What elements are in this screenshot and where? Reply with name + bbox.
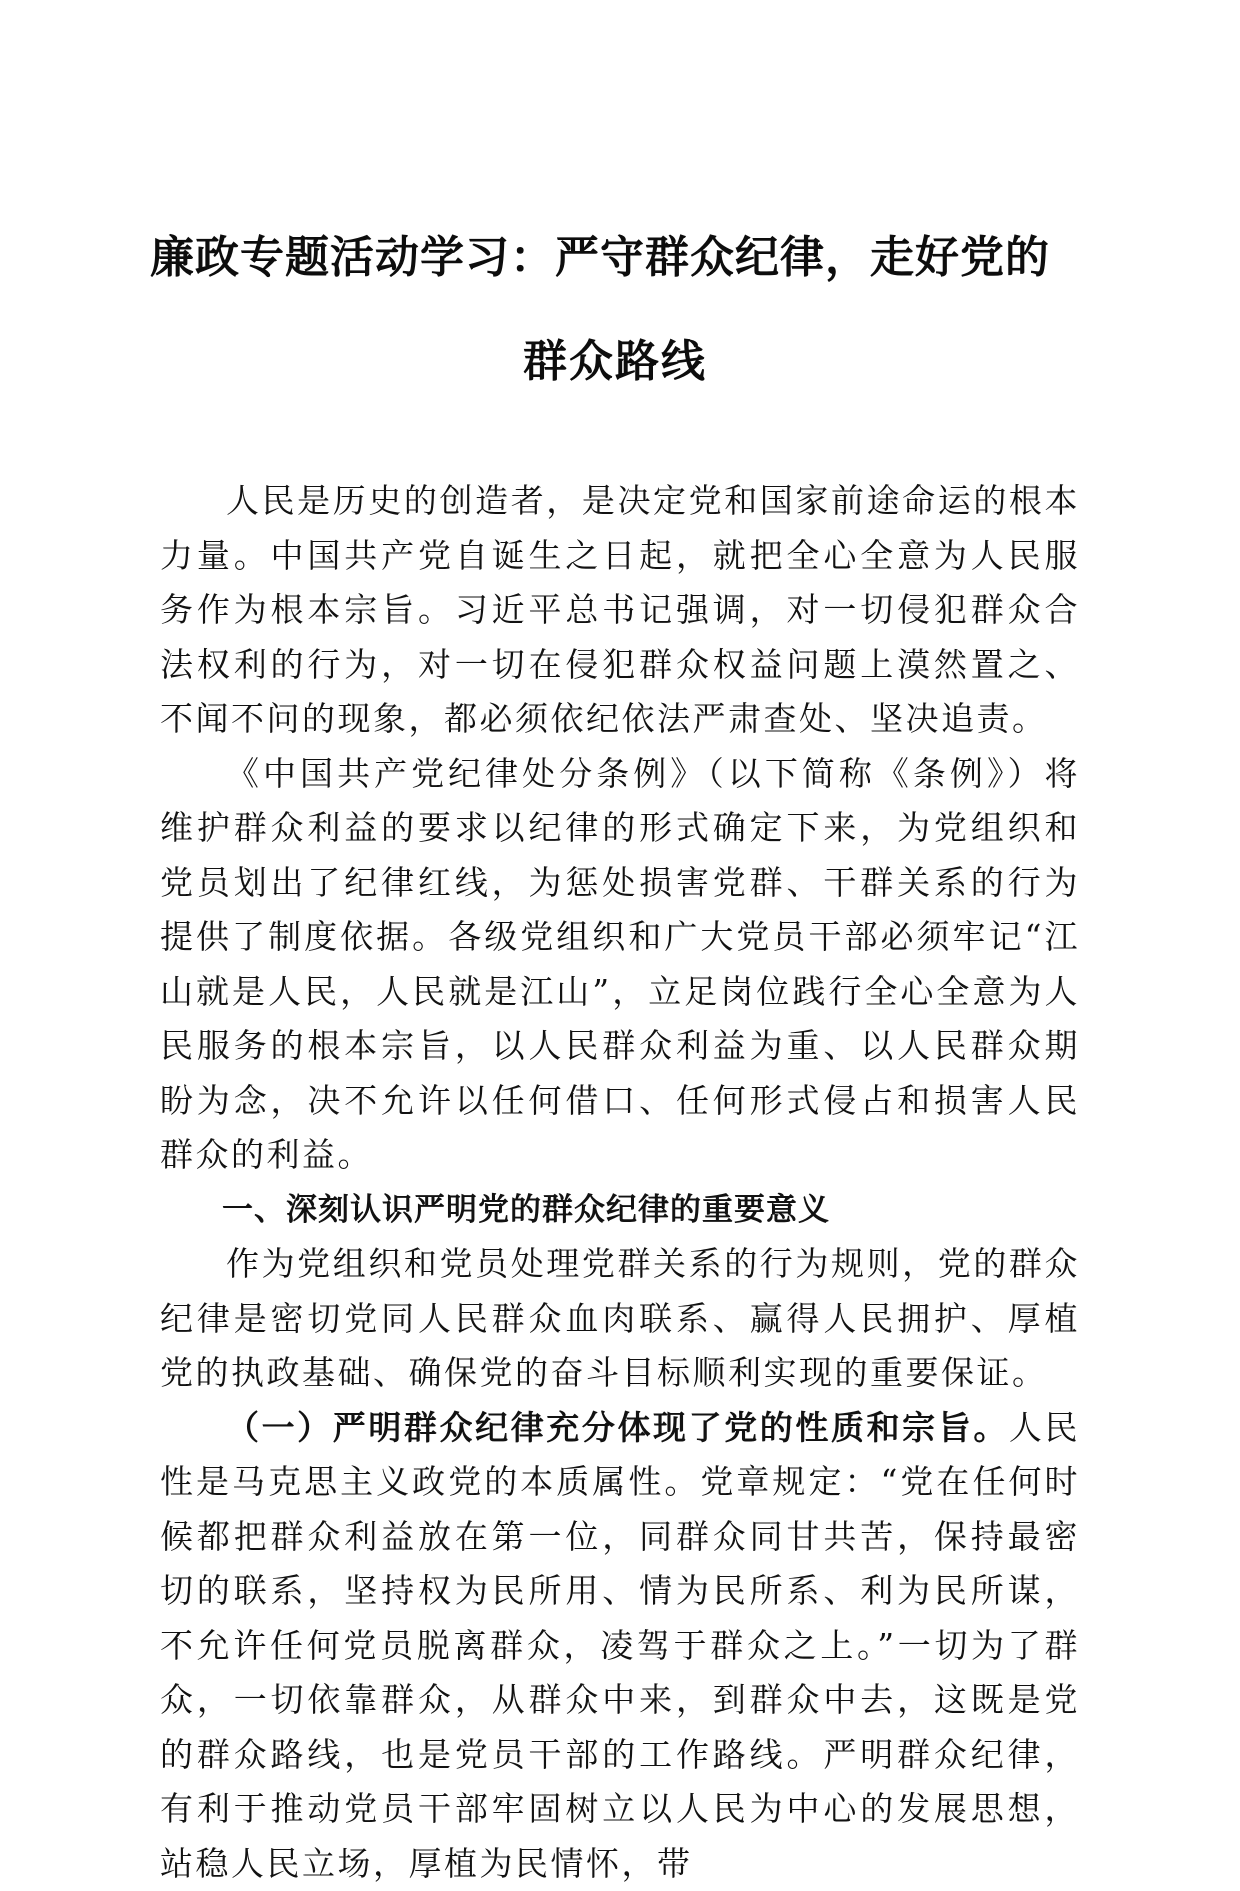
subsection-1-text: 人民性是马克思主义政党的本质属性。党章规定：“党在任何时候都把群众利益放在第一位，同群众同甘共苦，保持最密切的联系，坚持权为民所用、情为民所系、利为民所谋，不允许任何党员脱离群众，凌驾于群众之上。”一切为了群众，一切依靠群众，从群众中来，到群众中去，这既是党的群众路线，也是党员干部的工作路线。严明群众纪律，有利于推动党员干部牢固树立以人民为中心的发展思想，站稳人民立场，厚植为民情怀，带: [160, 1408, 1080, 1883]
title-line-2: 群众路线: [150, 310, 1080, 414]
intro-paragraph-1: 人民是历史的创造者，是决定党和国家前途命运的根本力量。中国共产党自诞生之日起，就把全心全意为人民服务作为根本宗旨。习近平总书记强调，对一切侵犯群众合法权利的行为，对一切在侵犯群众权益问题上漠然置之、不闻不问的现象，都必须依纪依法严肃查处、坚决追责。: [160, 474, 1080, 747]
title-line-1: 廉政专题活动学习：严守群众纪律，走好党的: [150, 206, 1080, 310]
document-body: [160, 474, 1080, 1891]
subsection-1-lead: （一）严明群众纪律充分体现了党的性质和宗旨。: [226, 1408, 1009, 1447]
section-1-paragraph: 作为党组织和党员处理党群关系的行为规则，党的群众纪律是密切党同人民群众血肉联系、赢得人民拥护、厚植党的执政基础、确保党的奋斗目标顺利实现的重要保证。: [160, 1237, 1080, 1401]
document-title: [150, 206, 1080, 414]
section-heading-1: 一、深刻认识严明党的群众纪律的重要意义: [160, 1183, 1080, 1238]
subsection-1-paragraph: [160, 1401, 1080, 1891]
intro-paragraph-2: 《中国共产党纪律处分条例》（以下简称《条例》）将维护群众利益的要求以纪律的形式确定下来，为党组织和党员划出了纪律红线，为惩处损害党群、干群关系的行为提供了制度依据。各级党组织和广大党员干部必须牢记“江山就是人民，人民就是江山”，立足岗位践行全心全意为人民服务的根本宗旨，以人民群众利益为重、以人民群众期盼为念，决不允许以任何借口、任何形式侵占和损害人民群众的利益。: [160, 747, 1080, 1183]
